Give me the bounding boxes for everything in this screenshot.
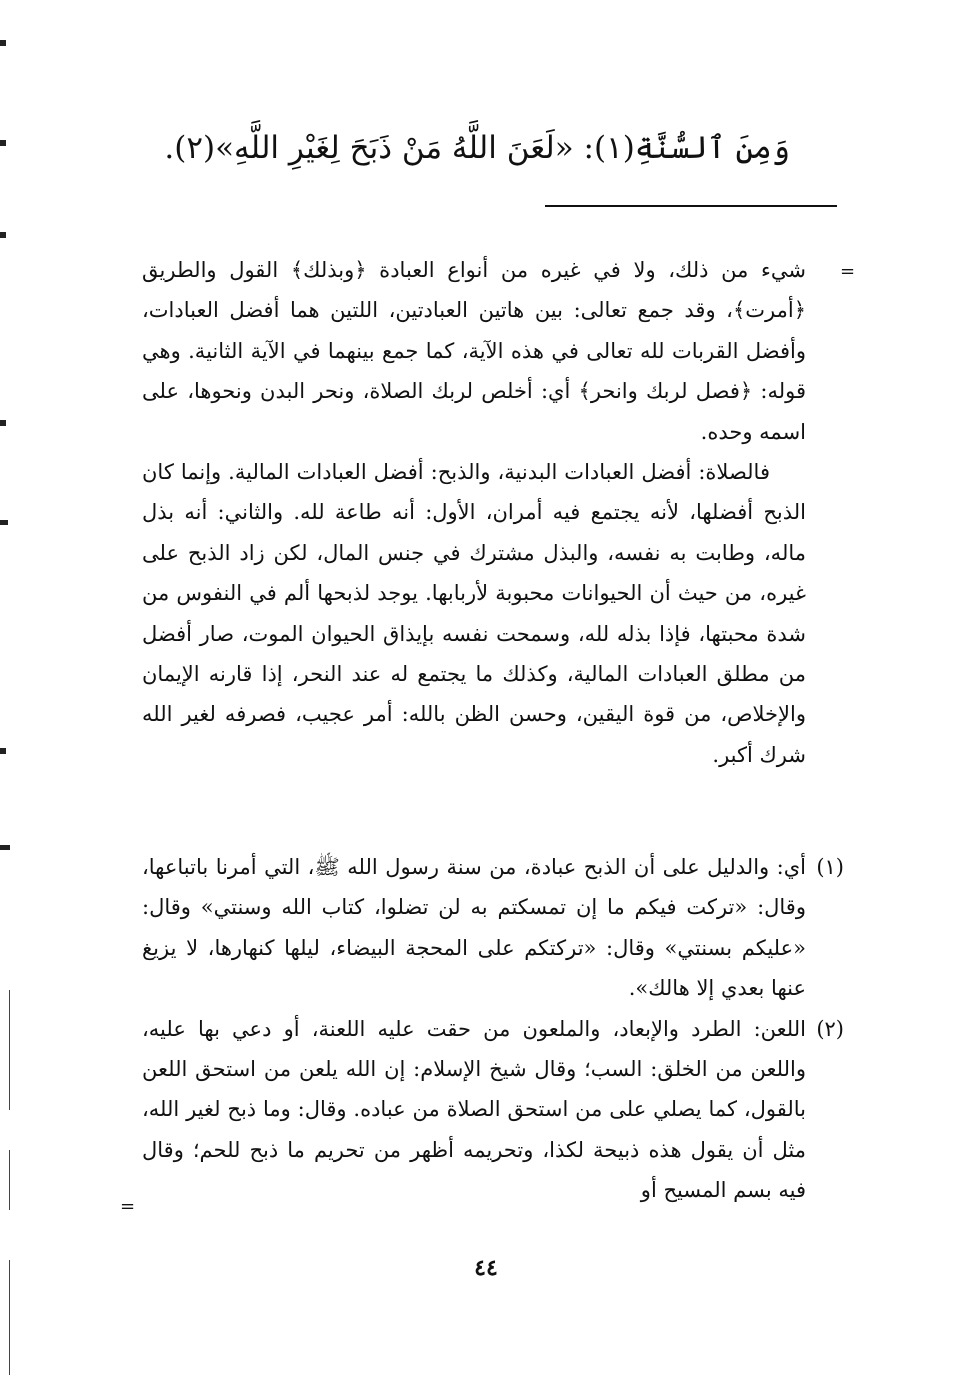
commentary-paragraph: فالصلاة: أفضل العبادات البدنية، والذبح: أفضل العبادات المالية. وإنما كان الذبح أفضلها، لأنه يجتمع فيه أمران، الأول: أنه طاعة لله. والثاني: أنه بذل ماله، وطابت به نفسه، والبذل مشترك في جنس المال، لكن زاد الذبح على غيره، من حيث أن الحيوانات محبوبة لأربابها. يوجد لذبحها ألم في النفوس من شدة محبتها، فإذا بذله لله، وسمحت نفسه بإيذاق الحيوان الموت، صار أفضل من مطلق العبادات المالية، وكذلك ما يجتمع له عند النحر، إذا قارنه الإيمان والإخلاص، من قوة اليقين، وحسن الظن بالله: أمر عجيب، فصرفه لغير الله شرك أكبر. (142, 460, 806, 767)
main-text-line: وَمِنَ ٱلسُّنَّةِ(١): «لَعَنَ اللَّهُ مَنْ ذَبَحَ لِغَيْرِ اللَّهِ»(٢). (164, 130, 790, 166)
binding-edge-mark (0, 845, 10, 850)
binding-edge-mark (0, 232, 6, 238)
continuation-mark-start: = (840, 261, 856, 282)
footnote-divider (545, 205, 837, 207)
binding-edge-line (9, 1150, 10, 1210)
commentary-body (142, 250, 806, 775)
footnote-item (142, 847, 844, 1009)
binding-edge-mark (0, 748, 6, 754)
binding-edge-mark (0, 520, 8, 525)
commentary-paragraph: شيء من ذلك، ولا في غيره من أنواع العبادة ﴿وبذلك﴾ القول والطريق ﴿أمرت﴾، وقد جمع تعالى: بين هاتين العبادتين، اللتين هما أفضل العبادات، وأفضل القربات لله تعالى في هذه الآية، كما جمع بينهما في الآية الثانية. وهي قوله: ﴿فصل لربك وانحر﴾ أي: أخلص لربك الصلاة، ونحر البدن ونحوها، على اسمه وحده. (142, 258, 806, 444)
footnote-item (142, 1009, 844, 1211)
binding-edge-mark (0, 40, 6, 46)
footnote-text: اللعن: الطرد والإبعاد، والملعون من حقت عليه اللعنة، أو دعي بها عليه، واللعن من الخلق: السب؛ وقال شيخ الإسلام: إن الله يلعن من استحق اللعن بالقول، كما يصلي على من استحق الصلاة من عباده. وقال: وما ذبح لغير الله، مثل أن يقول هذه ذبيحة لكذا، وتحريمه أظهر من تحريم ما ذبح للحم؛ وقال فيه بسم المسيح أو (142, 1016, 806, 1203)
binding-edge-mark (0, 420, 6, 426)
footnote-number: (٢) (816, 1016, 844, 1041)
footnote-number: (١) (816, 855, 844, 879)
binding-edge-line (9, 1260, 10, 1375)
binding-edge-line (9, 990, 10, 1110)
continuation-mark-end: = (120, 1196, 136, 1217)
footnote-text: أي: والدليل على أن الذبح عبادة، من سنة رسول الله ﷺ، التي أمرنا باتباعها، وقال: «تركت فيكم ما إن تمسكتم به لن تضلوا، كتاب الله وسنتي» وقال: «عليكم بسنتي» وقال: «تركتكم على المحجة البيضاء، ليلها كنهارها، لا يزيغ عنها بعدي إلا هالك». (142, 855, 806, 1001)
page-number: ٤٤ (474, 1255, 498, 1281)
footnotes (142, 847, 844, 1211)
binding-edge-mark (0, 140, 6, 146)
